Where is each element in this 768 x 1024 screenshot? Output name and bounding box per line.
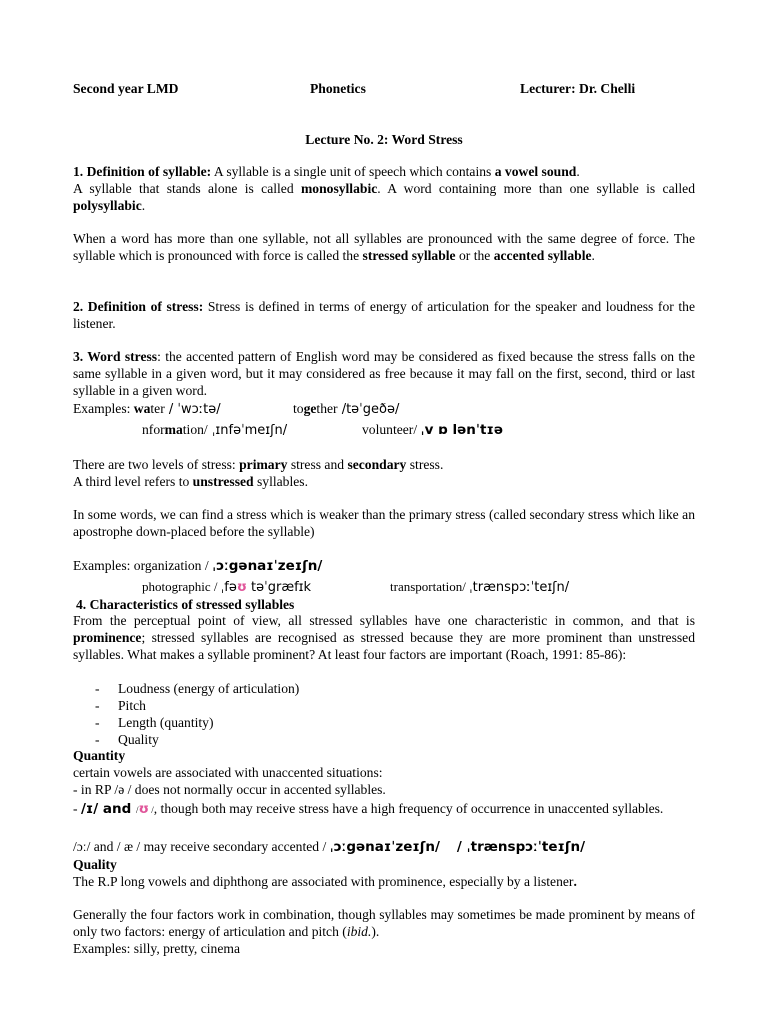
quantity-line-3: - /ɪ/ and /ʊ /, though both may receive stress have a high frequency of occurrence in unaccented syllables. <box>73 801 664 817</box>
paragraph-stress-levels: There are two levels of stress: primary stress and secondary stress. A third level refers to unstressed syllables. <box>73 457 444 489</box>
secondary-stress-examples-2 <box>73 578 695 598</box>
heading-quality: Quality <box>73 857 117 872</box>
example-photographic: photographic / ˌfəʊ təˈgræfɪk <box>142 579 312 595</box>
paragraph-secondary-stress: In some words, we can find a stress which is weaker than the primary stress (called secondary stress which like an apostrophe down-placed before the syllable) <box>73 507 695 539</box>
header-lecturer: Lecturer: Dr. Chelli <box>520 81 636 96</box>
example-organization: Examples: organization / ˌɔːgənaɪˈzeɪʃn/ <box>73 558 323 574</box>
factor-list <box>73 680 695 748</box>
secondary-stress-examples <box>73 557 695 577</box>
word-stress-examples-2 <box>73 421 695 441</box>
general-examples: Examples: silly, pretty, cinema <box>73 941 240 956</box>
example-information: nformation/ ˌɪnfəˈmeɪʃn/ <box>142 422 288 438</box>
section-word-stress: 3. Word stress: the accented pattern of English word may be considered as fixed because the stress falls on the same syllable in a given word, but it may considered as free because it may fall on the first, second, third or last syllable in a given word. <box>73 349 696 398</box>
example-together: together /təˈgeðə/ <box>293 401 400 417</box>
quantity-line-2: - in RP /ə / does not normally occur in accented syllables. <box>73 782 386 797</box>
section-heading: 1. Definition of syllable: <box>73 164 212 179</box>
example-volunteer: volunteer/ ˌv ɒ lənˈtɪə <box>362 422 504 438</box>
page-title: Lecture No. 2: Word Stress <box>305 132 463 147</box>
list-item: - Loudness (energy of articulation) <box>73 680 695 697</box>
section-heading: 3. Word stress <box>73 349 158 364</box>
quantity-line-1: certain vowels are associated with unaccented situations: <box>73 765 383 780</box>
paragraph-stressed-syllable: When a word has more than one syllable, not all syllables are pronounced with the same degree of force. The syllable which is pronounced with force is called the stressed syllable or the accented syllable. <box>73 231 695 263</box>
section-heading: 2. Definition of stress: <box>73 299 204 314</box>
quality-line: The R.P long vowels and diphthong are associated with prominence, especially by a listener. <box>73 874 577 889</box>
quantity-line-4: /ɔː/ and / æ / may receive secondary accented / ˌɔːgənaɪˈzeɪʃn/ / ˌtrænspɔːˈteɪʃn/ <box>73 839 586 855</box>
example-transportation: transportation/ ˌtrænspɔːˈteɪʃn/ <box>390 579 570 595</box>
paragraph-prominence: From the perceptual point of view, all stressed syllables have one characteristic in common, and that is prominence; stressed syllables are recognised as stressed because they are more prominent than unstressed syllables. What makes a syllable prominent? At least four factors are important (Roach, 1991: 85-86): <box>73 613 695 662</box>
section-heading-characteristics: 4. Characteristics of stressed syllables <box>76 597 295 612</box>
list-item: - Pitch <box>73 697 695 714</box>
document-header <box>73 80 695 97</box>
paragraph-general: Generally the four factors work in combination, though syllables may sometimes be made prominent by means of only two factors: energy of articulation and pitch (ibid.). <box>73 907 695 939</box>
list-item: - Quality <box>73 731 695 748</box>
example-water: Examples: water / ˈwɔːtə/ <box>73 401 221 417</box>
section-stress-definition: 2. Definition of stress: Stress is defined in terms of energy of articulation for the speaker and loudness for the listener. <box>73 299 695 331</box>
heading-quantity: Quantity <box>73 748 126 763</box>
header-course: Second year LMD <box>73 81 179 96</box>
section-syllable-definition: 1. Definition of syllable: A syllable is a single unit of speech which contains a vowel sound. A syllable that stands alone is called monosyllabic. A word containing more than one syllable is called polysyllabic. <box>73 164 695 213</box>
word-stress-examples <box>73 400 695 420</box>
header-subject: Phonetics <box>310 81 366 96</box>
list-item: - Length (quantity) <box>73 714 695 731</box>
